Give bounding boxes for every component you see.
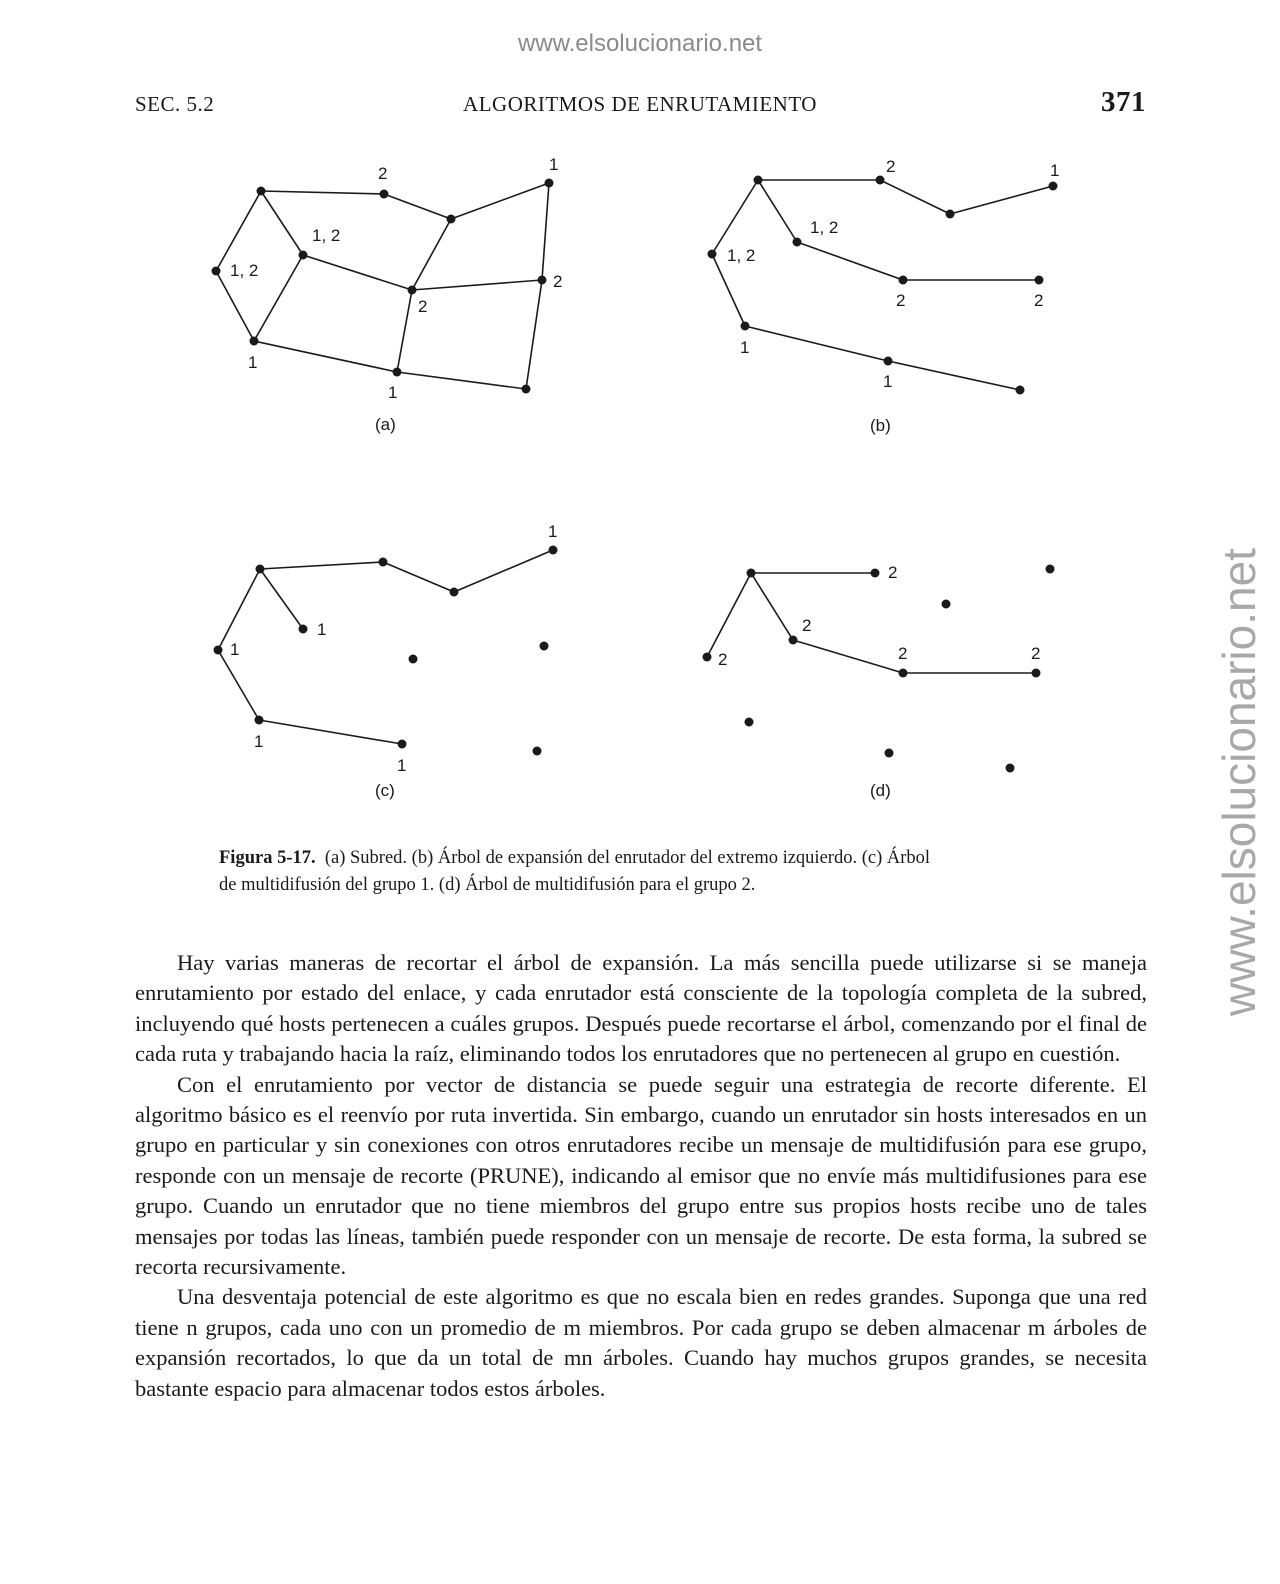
figure-caption	[219, 845, 1049, 899]
watermark-side: www.elsolucionario.net	[1213, 548, 1265, 1016]
node-label: 1	[883, 372, 893, 391]
node-label: 1, 2	[727, 246, 756, 265]
watermark-top: www.elsolucionario.net	[517, 30, 763, 57]
node-label: 1, 2	[230, 261, 259, 280]
panel-b-spanning-tree	[708, 157, 1060, 435]
node-label: 1, 2	[312, 226, 341, 245]
section-label: SEC. 5.2	[135, 92, 215, 116]
node-label: 1, 2	[810, 218, 839, 237]
node-label: 2	[1034, 291, 1044, 310]
node-label: 2	[898, 644, 908, 663]
paragraph-3: Una desventaja potencial de este algoritmo es que no escala bien en redes grandes. Suponga que una red tiene n grupos, cada uno con un promedio de m miembros. Por cada grupo se deben almacenar m árboles de expansión recortados, lo que da un total de mn árboles. Cuando hay muchos grupos grandes, se necesita bastante espacio para almacenar todos estos árboles.	[135, 1284, 1147, 1401]
panel-c-multicast-tree-group-1	[214, 522, 558, 800]
panel-a-label: (a)	[375, 415, 396, 434]
node-label: 1	[740, 338, 750, 357]
node-label: 1	[397, 756, 407, 775]
panel-d-label: (d)	[870, 781, 891, 800]
node-label: 2	[888, 563, 898, 582]
node-label: 2	[896, 291, 906, 310]
running-title: ALGORITMOS DE ENRUTAMIENTO	[463, 92, 817, 116]
node-label: 1	[317, 620, 327, 639]
panel-b-label: (b)	[870, 416, 891, 435]
node-label: 2	[378, 164, 388, 183]
panel-a-nodes	[212, 179, 554, 394]
node-label: 1	[388, 383, 398, 402]
node-label: 2	[802, 616, 812, 635]
paragraph-2: Con el enrutamiento por vector de distancia se puede seguir una estrategia de recorte diferente. El algoritmo básico es el reenvío por ruta invertida. Sin embargo, cuando un enrutador sin hosts interesados en un grupo en particular y sin conexiones con otros enrutadores recibe un mensaje de multidifusión para ese grupo, responde con un mensaje de recorte (PRUNE), indicando al emisor que no envíe más multidifusiones para ese grupo. Cuando un enrutador que no tiene miembros del grupo entre sus propios hosts recibe uno de tales mensajes por todas las líneas, también puede responder con un mensaje de recorte. De esta forma, la subred se recorta recursivamente.	[135, 1071, 1147, 1280]
panel-c-edges	[218, 550, 553, 744]
panel-d-multicast-tree-group-2	[703, 563, 1055, 800]
panel-a-edges	[216, 183, 549, 389]
panel-c-label: (c)	[375, 781, 395, 800]
node-label: 2	[718, 650, 728, 669]
body-text	[135, 948, 1147, 1404]
node-label: 1	[254, 732, 264, 751]
node-label: 2	[553, 272, 563, 291]
caption-line-2: de multidifusión del grupo 1. (d) Árbol de multidifusión para el grupo 2.	[219, 875, 756, 895]
node-label: 2	[886, 157, 896, 176]
node-label: 1	[549, 155, 559, 174]
page-number: 371	[1101, 86, 1146, 118]
panel-b-edges	[712, 180, 1053, 390]
node-label: 1	[548, 522, 558, 541]
panel-d-edges	[707, 573, 1036, 673]
panel-b-nodes	[708, 176, 1058, 395]
panel-a-subnet	[212, 155, 563, 434]
node-label: 1	[248, 353, 258, 372]
caption-line-1: (a) Subred. (b) Árbol de expansión del enrutador del extremo izquierdo. (c) Árbol	[324, 848, 931, 868]
panel-d-nodes	[703, 565, 1055, 773]
node-label: 1	[230, 640, 240, 659]
node-label: 2	[1031, 644, 1041, 663]
node-label: 1	[1050, 161, 1060, 180]
paragraph-1: Hay varias maneras de recortar el árbol de expansión. La más sencilla puede utilizarse si se maneja enrutamiento por estado del enlace, y cada enrutador está consciente de la topología completa de la subred, incluyendo qué hosts pertenecen a cuáles grupos. Después puede recortarse el árbol, comenzando por el final de cada ruta y trabajando hacia la raíz, eliminando todos los enrutadores que no pertenecen al grupo en cuestión.	[135, 950, 1147, 1067]
caption-label: Figura 5-17.	[219, 848, 316, 868]
node-label: 2	[418, 297, 428, 316]
